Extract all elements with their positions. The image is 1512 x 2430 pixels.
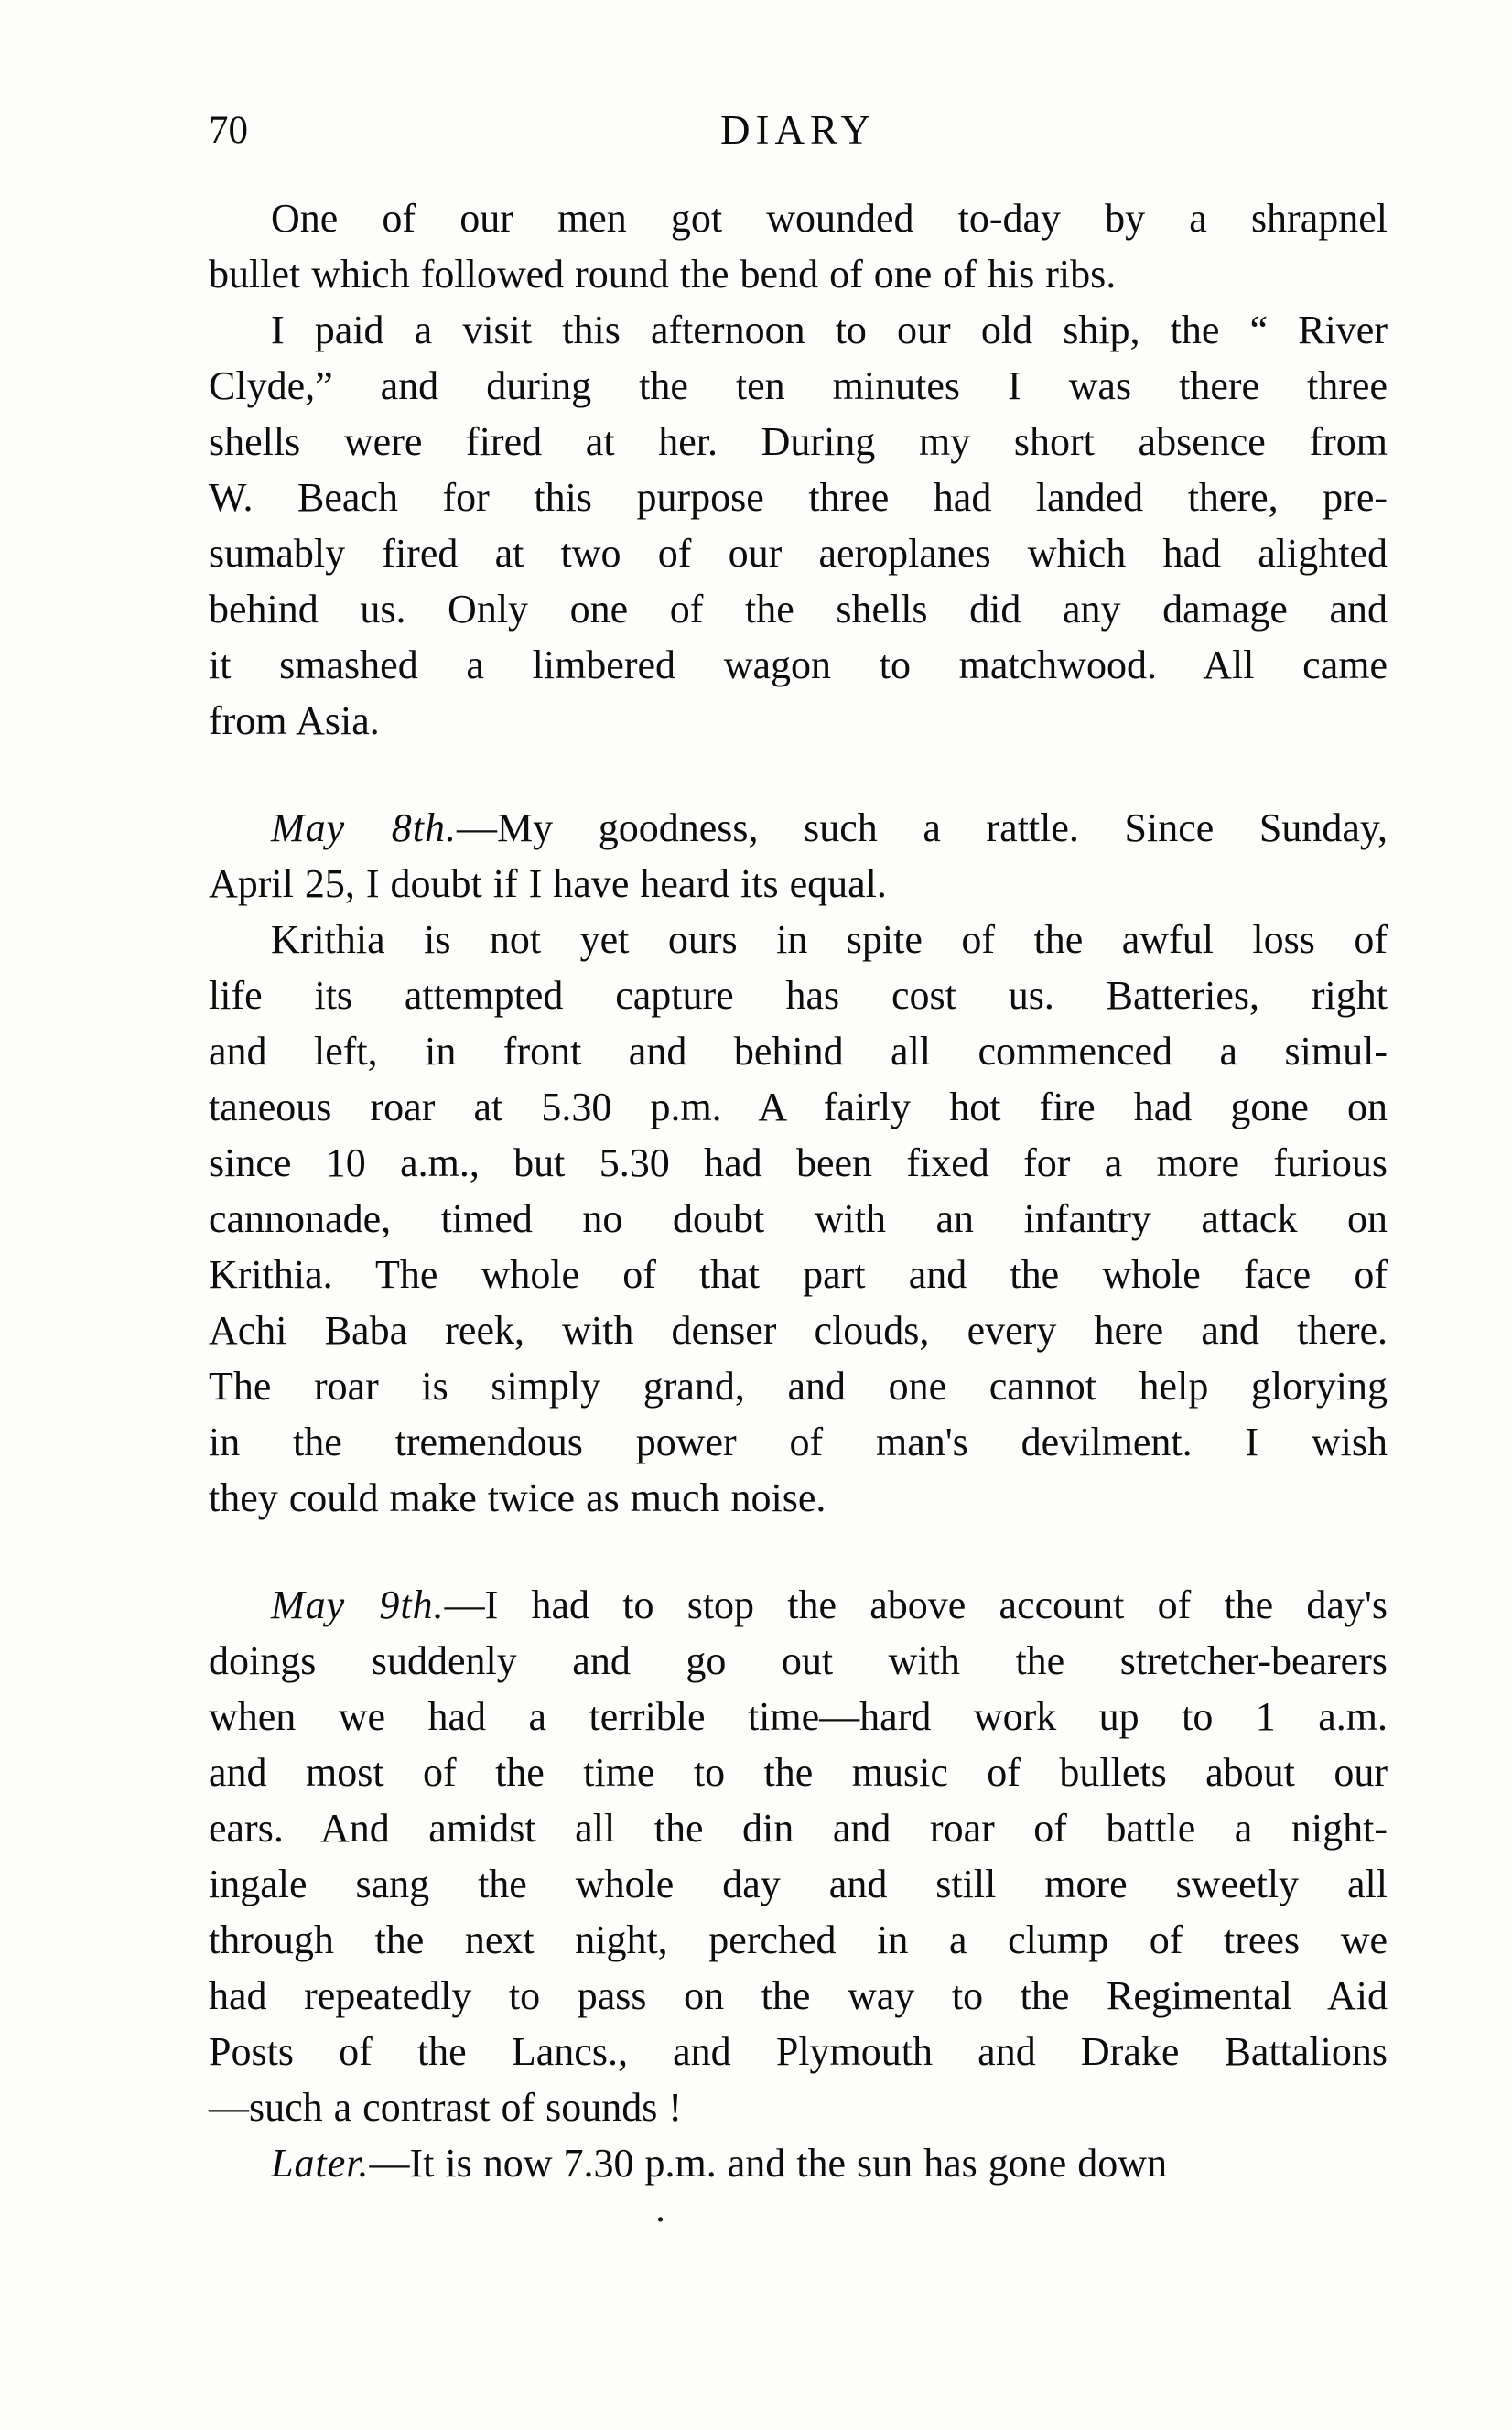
text-line: shells were fired at her. During my short absence from — [209, 419, 1388, 464]
text-line: from Asia. — [209, 698, 380, 743]
text-line: behind us. Only one of the shells did any damage and — [209, 587, 1388, 632]
text-line: Krithia. The whole of that part and the whole face of — [209, 1252, 1388, 1297]
text-line: Achi Baba reek, with denser clouds, every here and there. — [209, 1308, 1388, 1353]
text-line: sumably fired at two of our aeroplanes which had alighted — [209, 531, 1388, 576]
running-head: DIARY — [719, 107, 876, 153]
text-line: Posts of the Lancs., and Plymouth and Drake Battalions — [209, 2029, 1388, 2074]
text-line: had repeatedly to pass on the way to the Regimental Aid — [209, 1973, 1388, 2018]
text-line: it smashed a limbered wagon to matchwood. All came — [209, 643, 1388, 687]
page-header — [209, 103, 1388, 158]
text-line: One of our men got wounded to-day by a shrapnel — [271, 196, 1388, 241]
stray-ink-mark: . — [655, 2186, 665, 2230]
text-line: and most of the time to the music of bullets about our — [209, 1750, 1388, 1795]
text-line: May 9th.—I had to stop the above account of the day's — [271, 1582, 1388, 1627]
text-line: life its attempted capture has cost us. Batteries, right — [209, 973, 1388, 1018]
text-line: Krithia is not yet ours in spite of the awful loss of — [271, 917, 1388, 962]
text-line: when we had a terrible time—hard work up to 1 a.m. — [209, 1694, 1388, 1739]
text-line: The roar is simply grand, and one cannot help glorying — [209, 1364, 1388, 1409]
text-line: and left, in front and behind all commenced a simul- — [209, 1029, 1388, 1074]
text-line: doings suddenly and go out with the stretcher-bearers — [209, 1638, 1388, 1683]
diary-entry-date: May 8th. — [271, 805, 458, 850]
paragraph — [209, 800, 1388, 912]
text-line: April 25, I doubt if I have heard its equal. — [209, 861, 887, 906]
paragraph — [209, 190, 1388, 302]
paragraph — [209, 302, 1388, 749]
text-line: W. Beach for this purpose three had landed there, pre- — [209, 475, 1388, 520]
text-line: ears. And amidst all the din and roar of battle a night- — [209, 1806, 1388, 1851]
text-line: —such a contrast of sounds ! — [209, 2085, 683, 2130]
text-line: Later.—It is now 7.30 p.m. and the sun has gone down — [271, 2141, 1168, 2186]
text-line: bullet which followed round the bend of one of his ribs. — [209, 252, 1117, 297]
text-line: May 8th.—My goodness, such a rattle. Since Sunday, — [271, 805, 1388, 850]
page-number: 70 — [209, 109, 248, 152]
diary-entry-date: May 9th. — [271, 1582, 445, 1627]
text-line: they could make twice as much noise. — [209, 1475, 826, 1520]
text-line: since 10 a.m., but 5.30 had been fixed for a more furious — [209, 1140, 1388, 1185]
diary-entry-date: Later. — [271, 2141, 370, 2186]
text-line: in the tremendous power of man's devilment. I wish — [209, 1420, 1388, 1464]
diary-text-block — [209, 190, 1388, 2191]
text-line: I paid a visit this afternoon to our old ship, the “ River — [271, 308, 1388, 352]
text-line: through the next night, perched in a clump of trees we — [209, 1917, 1388, 1962]
paragraph — [209, 1577, 1388, 2135]
text-line: Clyde,” and during the ten minutes I was there three — [209, 363, 1388, 408]
text-line: ingale sang the whole day and still more sweetly all — [209, 1862, 1388, 1906]
text-line: taneous roar at 5.30 p.m. A fairly hot fire had gone on — [209, 1085, 1388, 1129]
text-line: cannonade, timed no doubt with an infantry attack on — [209, 1196, 1388, 1241]
paragraph — [209, 2135, 1388, 2191]
paragraph — [209, 912, 1388, 1526]
